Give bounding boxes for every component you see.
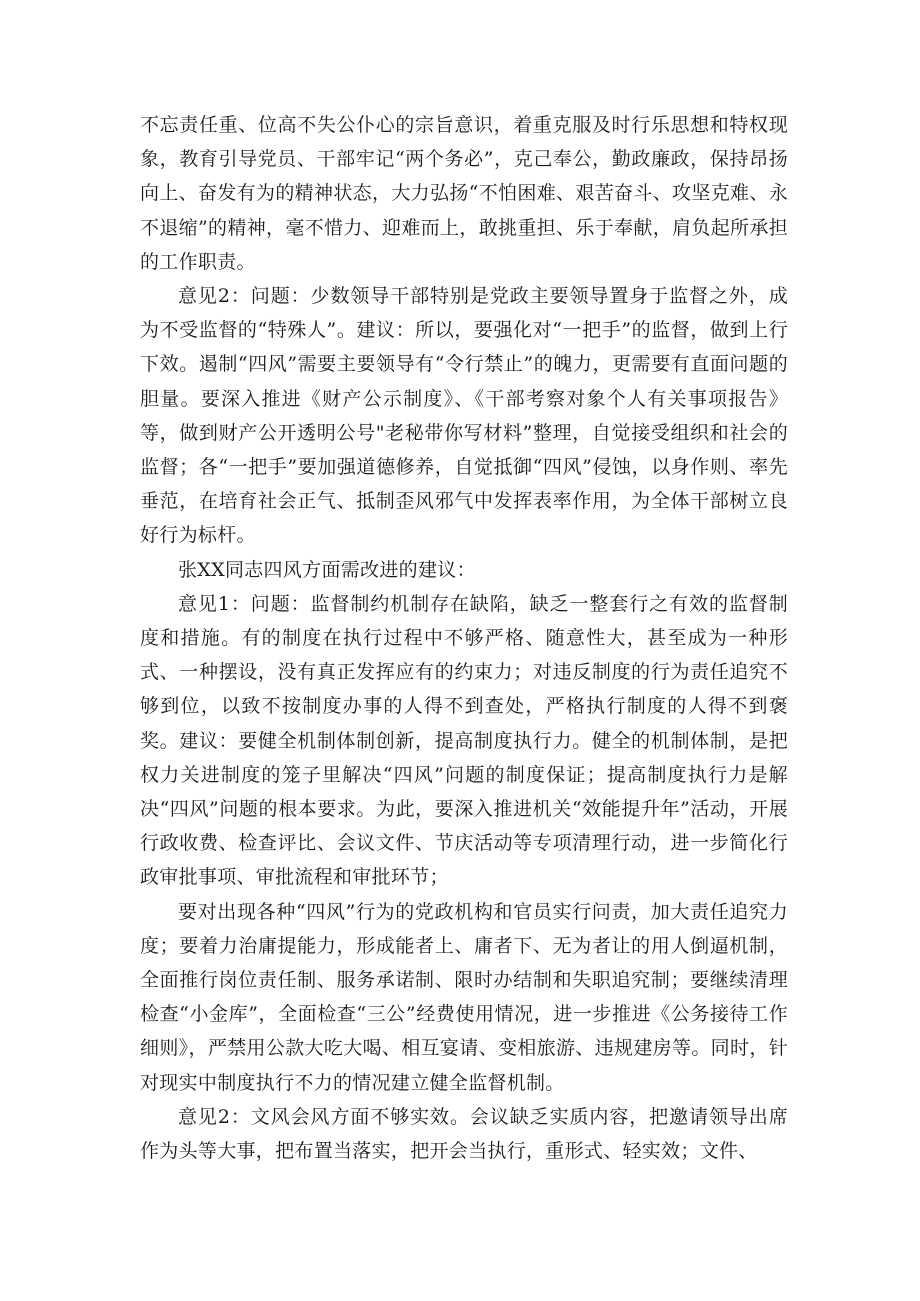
document-body [140,108,788,1168]
paragraph-accountability: 要对出现各种“四风”行为的党政机构和官员实行问责，加大责任追究力度；要着力治庸提能力，形成能者上、庸者下、无为者让的用人倒逼机制，全面推行岗位责任制、服务承诺制、限时办结制和失职追究制；要继续清理检查“小金库”，全面检查“三公”经费使用情况，进一步推进《公务接待工作细则》，严禁用公款大吃大喝、相互宴请、变相旅游、违规建房等。同时，针对现实中制度执行不力的情况建立健全监督机制。 [140,900,788,1094]
paragraph-opinion-2-leadership-supervision: 意见2：问题：少数领导干部特别是党政主要领导置身于监督之外，成为不受监督的“特殊人”。建议：所以，要强化对“一把手”的监督，做到上行下效。遏制“四风”需要主要领导有“令行禁止”的魄力，更需要有直面问题的胆量。要深入推进《财产公示制度》、《干部考察对象个人有关事项报告》等，做到财产公开透明公号"老秘带你写材料”整理，自觉接受组织和社会的监督；各“一把手”要加强道德修养，自觉抵御“四风”侵蚀，以身作则、率先垂范，在培育社会正气、抵制歪风邪气中发挥表率作用，为全体干部树立良好行为标杆。 [140,285,788,547]
paragraph-continuation: 不忘责任重、位高不失公仆心的宗旨意识，着重克服及时行乐思想和特权现象，教育引导党员、干部牢记“两个务必”，克己奉公，勤政廉政，保持昂扬向上、奋发有为的精神状态，大力弘扬“不怕困难、艰苦奋斗、攻坚克难、永不退缩”的精神，毫不惜力、迎难而上，敢挑重担、乐于奉献，肩负起所承担的工作职责。 [140,114,788,273]
section-heading-zhang-xx-suggestions: 张XX同志四风方面需改进的建议： [178,558,476,581]
paragraph-opinion-1-supervision-mechanism: 意见1：问题：监督制约机制存在缺陷，缺乏一整套行之有效的监督制度和措施。有的制度在执行过程中不够严格、随意性大，甚至成为一种形式、一种摆设，没有真正发挥应有的约束力；对违反制度的行为责任追究不够到位，以致不按制度办事的人得不到查处，严格执行制度的人得不到褒奖。建议：要健全机制体制创新，提高制度执行力。健全的机制体制，是把权力关进制度的笼子里解决“四风”问题的制度保证；提高制度执行力是解决“四风”问题的根本要求。为此，要深入推进机关“效能提升年”活动，开展行政收费、检查评比、会议文件、节庆活动等专项清理行动，进一步简化行政审批事项、审批流程和审批环节； [140,592,788,889]
paragraph-opinion-2-meeting-style: 意见2：文风会风方面不够实效。会议缺乏实质内容，把邀请领导出席作为头等大事，把布置当落实，把开会当执行，重形式、轻实效；文件、 [140,1105,788,1163]
